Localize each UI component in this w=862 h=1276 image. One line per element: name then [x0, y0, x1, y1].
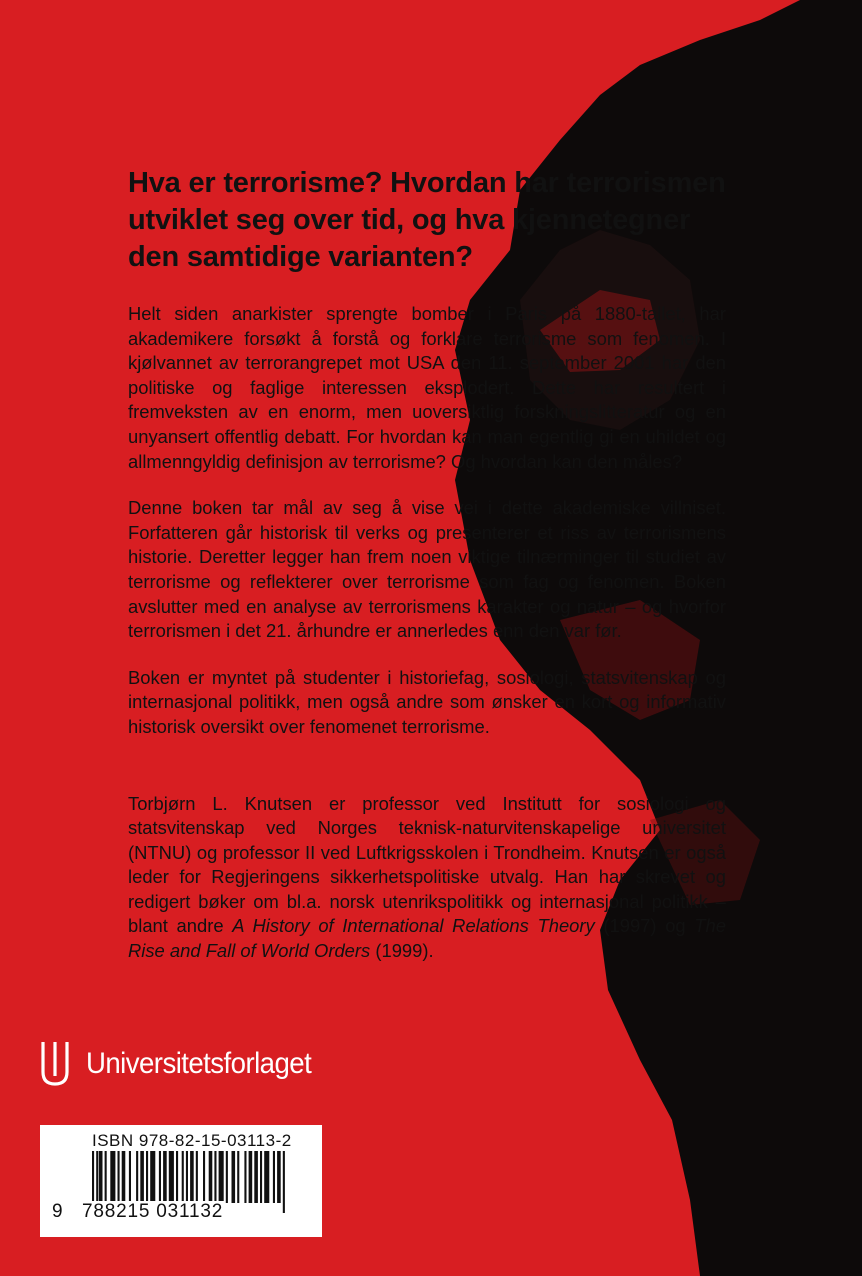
author-bio [128, 792, 726, 964]
barcode-bar [129, 1151, 131, 1203]
barcode-bar [140, 1151, 144, 1203]
barcode-bar [105, 1151, 107, 1203]
barcode-bar [260, 1151, 262, 1203]
barcode-bar [203, 1151, 205, 1203]
isbn-barcode [40, 1125, 322, 1237]
barcode-bar [244, 1151, 246, 1203]
barcode-bar [237, 1151, 239, 1203]
barcode-bar [118, 1151, 120, 1203]
barcode-bar [209, 1151, 213, 1203]
barcode-bar [110, 1151, 115, 1203]
barcode-bar [169, 1151, 174, 1203]
description-paragraph-1: Helt siden anarkister sprengte bomber i Paris på 1880-tallet, har akademikere forsøkt å forstå og forklare terrorisme som fenomen. I kjølvannet av terrorangrepet mot USA den 11. september 2001 har den politiske og faglige interessen eksplodert. Dette har resultert i fremveksten av en enorm, men uoversiktlig forskningslitteratur og en unyansert offentlig debatt. For hvordan kan man egentlig gi en uhildet og allmenngyldig definisjon av terrorisme? Og hvordan kan den måles? [128, 303, 726, 472]
barcode-lead-digit: 9 [52, 1201, 64, 1222]
barcode-bar [163, 1151, 167, 1203]
barcode-bar [264, 1151, 269, 1203]
barcode-bar [254, 1151, 258, 1203]
publisher-logo [40, 1040, 331, 1088]
book-title-1: A History of International Relations Theory [232, 915, 595, 937]
universitetsforlaget-u-logo-icon [40, 1042, 70, 1086]
cover-text-block [128, 165, 726, 986]
description-paragraph-2: Denne boken tar mål av seg å vise vei i dette akademiske villniset. Forfatteren går historisk til verks og presenterer et riss av terrorismens historie. Deretter legger han frem noen viktige tilnærminger til studiet av terrorisme og reflekterer over terrorisme som fag og fenomen. Boken avslutter med en analyse av terrorismens karakter og natur – og hvorfor terrorismen i det 21. århundre er annerledes enn den var før. [128, 497, 726, 642]
author-bio-text: Torbjørn L. Knutsen er professor ved Institutt for sosiologi og statsvitenskap ved Norges teknisk-naturvitenskapelige universitet (NTNU) og professor II ved Luftkrigsskolen i Trondheim. Knutsen er også leder for Regjeringens sikkerhetspolitiske utvalg. Han har skrevet og redigert bøker om bl.a. norsk utenrikspolitikk og internasjonal politikk – blant andre [128, 792, 726, 937]
barcode-bar [99, 1151, 103, 1203]
lead-question: Hva er terrorisme? Hvordan har terrorismen utviklet seg over tid, og hva kjennetegner den samtidige varianten? [128, 167, 726, 273]
barcode-bar [150, 1151, 155, 1203]
barcode-bar [159, 1151, 161, 1203]
barcode-bar [146, 1151, 148, 1203]
publisher-name: Universitetsforlaget [86, 1047, 312, 1080]
barcode-bar [249, 1151, 253, 1203]
description-paragraph-3: Boken er myntet på studenter i historiefag, sosiologi, statsvitenskap og internasjonal politikk, men også andre som ønsker en kort og informativ historisk oversikt over fenomenet terrorisme. [128, 666, 726, 737]
barcode-bar [273, 1151, 275, 1203]
barcode-bar [182, 1151, 184, 1203]
barcode-bar [219, 1151, 224, 1203]
barcode-bar [232, 1151, 236, 1203]
barcode-bar [226, 1151, 228, 1203]
barcode-bar [136, 1151, 138, 1203]
barcode-bar [283, 1151, 285, 1213]
barcode-bar [196, 1151, 198, 1203]
author-bio-text: (1999). [370, 940, 434, 962]
book-title-2: The Rise and Fall of World Orders [128, 915, 726, 962]
barcode-bar [122, 1151, 126, 1203]
barcode-bar [176, 1151, 178, 1203]
barcode-bar [214, 1151, 216, 1203]
isbn-label: ISBN 978-82-15-03113-2 [92, 1131, 292, 1150]
barcode-bar [277, 1151, 281, 1203]
author-bio-text: (1997) og [594, 915, 695, 937]
barcode-number: 788215 031132 [82, 1201, 224, 1222]
